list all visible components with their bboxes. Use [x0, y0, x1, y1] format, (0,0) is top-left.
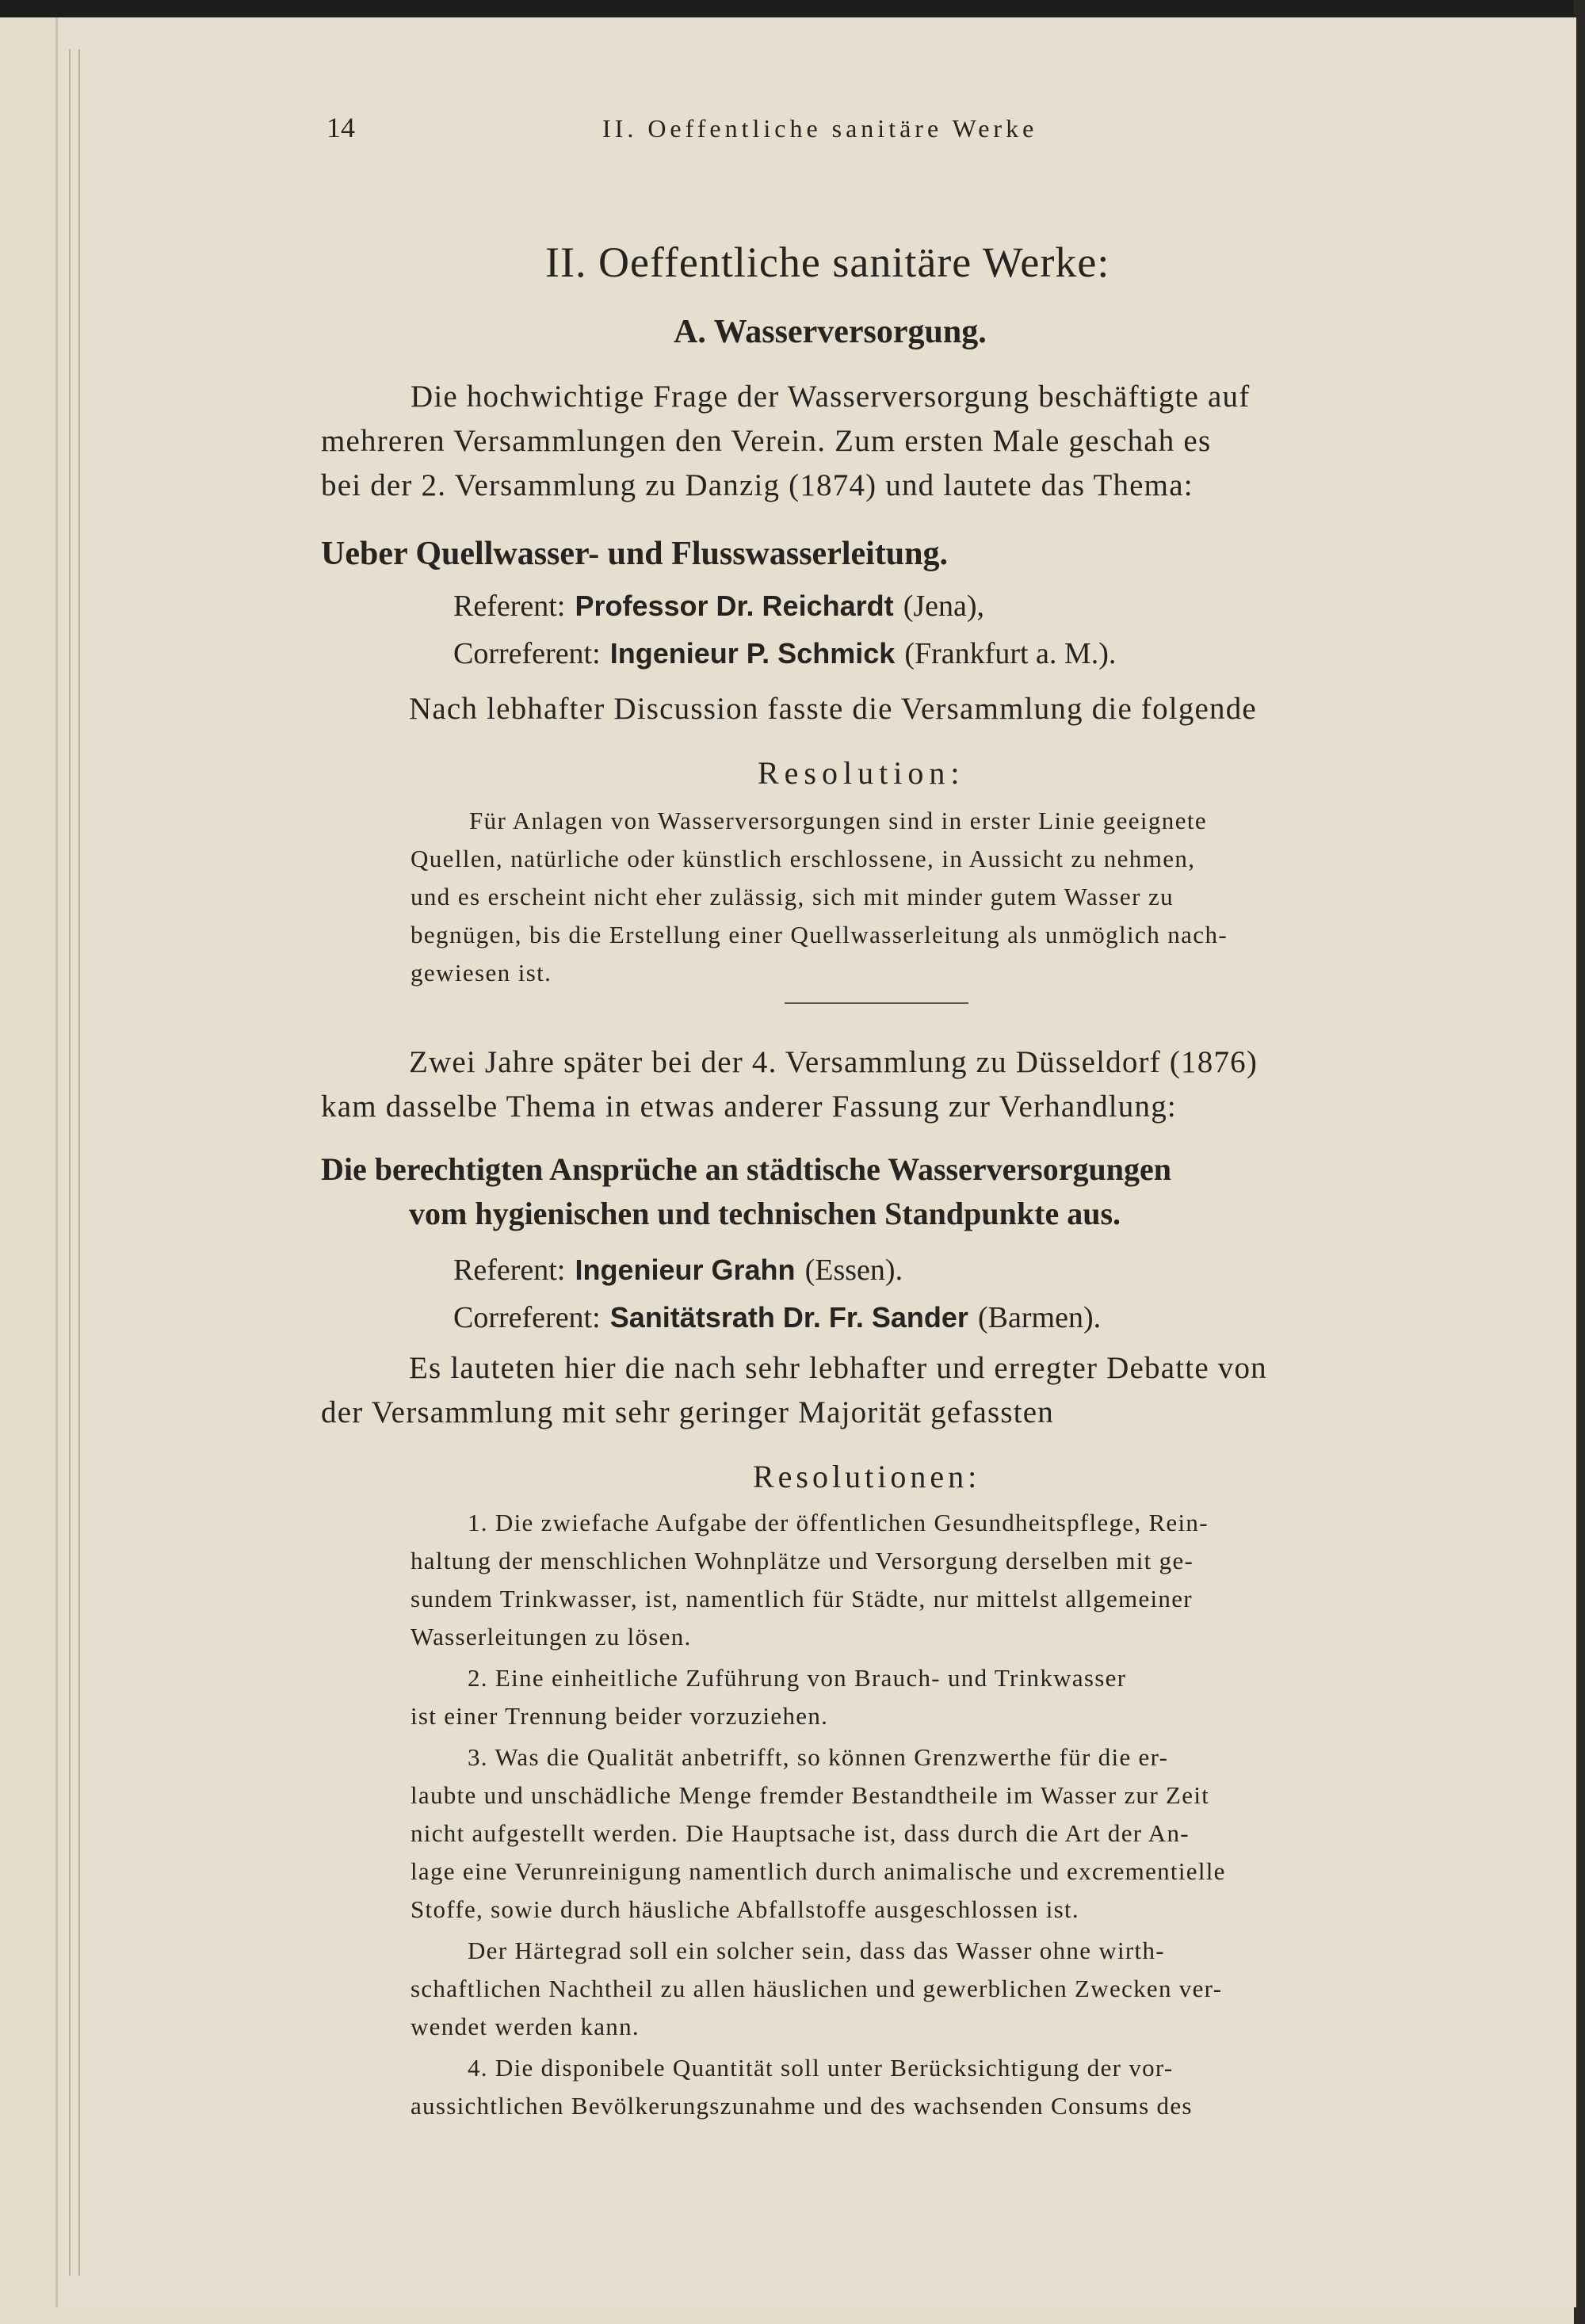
- body-line: Es lauteten hier die nach sehr lebhafter und erregter Debatte von: [409, 1351, 1267, 1385]
- running-title: II. Oeffentliche sanitäre Werke: [602, 114, 1038, 143]
- resolutions-line: 4. Die disponibele Quantität soll unter Berücksichtigung der vor-: [468, 2054, 1174, 2082]
- body-line: mehreren Versammlungen den Verein. Zum ersten Male geschah es: [321, 424, 1212, 458]
- page-stack-line: [69, 49, 71, 2276]
- correferent-label: Correferent:: [453, 1301, 601, 1334]
- body-line: kam dasselbe Thema in etwas anderer Fassung zur Verhandlung:: [321, 1089, 1177, 1124]
- resolution-heading: Resolution:: [758, 755, 965, 791]
- referent-line: [453, 1252, 903, 1288]
- resolutions-line: lage eine Verunreinigung namentlich durch animalische und excrementielle: [411, 1857, 1226, 1885]
- topic-title: Ueber Quellwasser- und Flusswasserleitung.: [321, 536, 949, 572]
- body-line: Die hochwichtige Frage der Wasserversorgung beschäftigte auf: [411, 380, 1251, 414]
- correferent-line: [453, 635, 1116, 671]
- body-line: bei der 2. Versammlung zu Danzig (1874) und lautete das Thema:: [321, 468, 1194, 502]
- resolution-line: Quellen, natürliche oder künstlich erschlossene, in Aussicht zu nehmen,: [411, 845, 1196, 872]
- section-title: II. Oeffentliche sanitäre Werke:: [545, 239, 1110, 286]
- resolution-line: Für Anlagen von Wasserversorgungen sind in erster Linie geeignete: [469, 807, 1208, 834]
- resolutions-line: Wasserleitungen zu lösen.: [411, 1623, 692, 1650]
- referent-label: Referent:: [453, 1254, 566, 1287]
- resolutions-line: 3. Was die Qualität anbetrifft, so können Grenzwerthe für die er-: [468, 1743, 1169, 1771]
- referent-name: Professor Dr. Reichardt: [575, 590, 894, 622]
- subsection-title: A. Wasserversorgung.: [674, 314, 987, 350]
- resolutions-line: sundem Trinkwasser, ist, namentlich für Städte, nur mittelst allgemeiner: [411, 1585, 1193, 1612]
- referent-place: (Essen).: [804, 1254, 903, 1287]
- resolutions-line: 2. Eine einheitliche Zuführung von Brauch- und Trinkwasser: [468, 1664, 1127, 1692]
- body-line: Nach lebhafter Discussion fasste die Versammlung die folgende: [409, 692, 1257, 726]
- resolutions-line: aussichtlichen Bevölkerungszunahme und des wachsenden Consums des: [411, 2092, 1193, 2120]
- resolution-line: gewiesen ist.: [411, 959, 552, 986]
- resolution-line: und es erscheint nicht eher zulässig, sich mit minder gutem Wasser zu: [411, 883, 1174, 910]
- topic-title: Die berechtigten Ansprüche an städtische Wasserversorgungen: [321, 1151, 1171, 1187]
- resolutions-line: haltung der menschlichen Wohnplätze und Versorgung derselben mit ge-: [411, 1547, 1194, 1574]
- correferent-place: (Barmen).: [978, 1301, 1102, 1334]
- correferent-label: Correferent:: [453, 637, 601, 670]
- referent-name: Ingenieur Grahn: [575, 1254, 796, 1286]
- section-divider: [785, 1002, 968, 1004]
- resolutions-line: laubte und unschädliche Menge fremder Bestandtheile im Wasser zur Zeit: [411, 1781, 1210, 1809]
- referent-label: Referent:: [453, 590, 566, 623]
- body-line: Zwei Jahre später bei der 4. Versammlung zu Düsseldorf (1876): [409, 1045, 1258, 1079]
- page-stack-line: [78, 49, 80, 2276]
- resolutions-line: nicht aufgestellt werden. Die Hauptsache ist, dass durch die Art der An-: [411, 1819, 1190, 1847]
- resolutions-line: schaftlichen Nachtheil zu allen häuslichen und gewerblichen Zwecken ver-: [411, 1975, 1223, 2002]
- resolution-line: begnügen, bis die Erstellung einer Quellwasserleitung als unmöglich nach-: [411, 921, 1228, 948]
- resolutions-line: wendet werden kann.: [411, 2013, 640, 2040]
- scan-edge-top: [0, 0, 1585, 17]
- correferent-name: Ingenieur P. Schmick: [609, 637, 896, 670]
- correferent-place: (Frankfurt a. M.).: [904, 637, 1117, 670]
- resolutions-line: ist einer Trennung beider vorzuziehen.: [411, 1702, 829, 1730]
- resolutions-line: Der Härtegrad soll ein solcher sein, dass das Wasser ohne wirth-: [468, 1937, 1165, 1964]
- body-line: der Versammlung mit sehr geringer Majorität gefassten: [321, 1395, 1054, 1429]
- correferent-name: Sanitätsrath Dr. Fr. Sander: [609, 1301, 968, 1334]
- page-number: 14: [327, 112, 355, 143]
- resolutions-heading: Resolutionen:: [753, 1459, 981, 1494]
- topic-title: vom hygienischen und technischen Standpunkte aus.: [409, 1196, 1121, 1231]
- correferent-line: [453, 1299, 1101, 1335]
- resolutions-line: 1. Die zwiefache Aufgabe der öffentlichen Gesundheitspflege, Rein-: [468, 1509, 1209, 1536]
- resolutions-line: Stoffe, sowie durch häusliche Abfallstoffe ausgeschlossen ist.: [411, 1895, 1079, 1923]
- referent-line: [453, 588, 984, 624]
- referent-place: (Jena),: [903, 590, 985, 623]
